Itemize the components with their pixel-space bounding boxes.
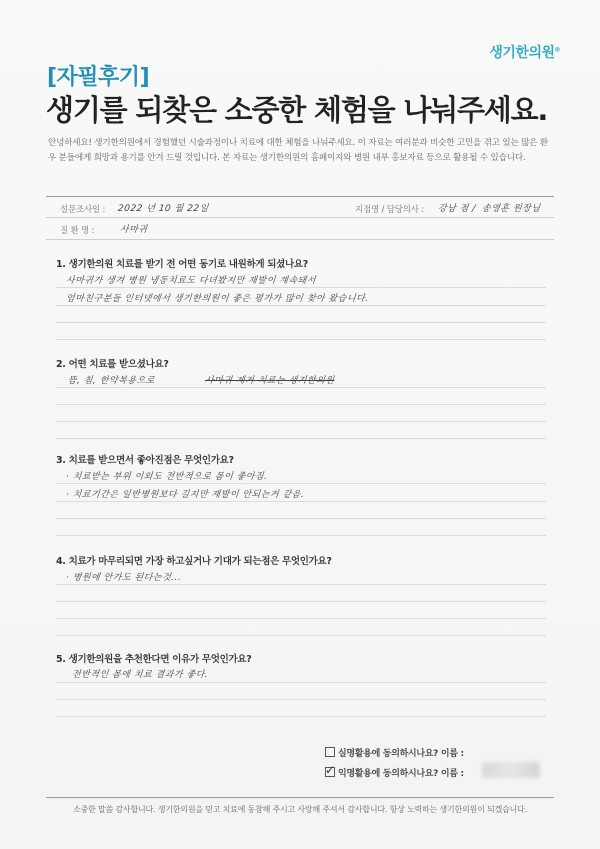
answer-line <box>56 699 546 700</box>
answer-line <box>56 421 546 422</box>
question-1: 1. 생기한의원 치료를 받기 전 어떤 동기로 내원하게 되셨나요? <box>56 259 308 270</box>
answer-line <box>56 404 546 405</box>
real-name-consent <box>325 746 464 759</box>
branch-value: 강남 점 / <box>437 204 477 214</box>
date-label: 설문조사일 : <box>60 205 106 215</box>
answer-line <box>56 438 546 439</box>
answer-3-line-1: · 치료받는 부위 이외도 전반적으로 몸이 좋아짐. <box>65 472 268 482</box>
answer-2-line-1: 뜸, 침, 한약복용으로 <box>67 376 156 386</box>
answer-line <box>56 305 546 306</box>
answer-line <box>56 387 546 388</box>
answer-line <box>56 584 546 585</box>
disease-value: 사마귀 <box>119 225 148 235</box>
footer-text: 소중한 말씀 감사합니다. 생기한의원을 믿고 치료에 동참해 주시고 사랑해 주셔서 감사합니다. 항상 노력하는 생기한의원이 되겠습니다. <box>73 805 527 814</box>
answer-1-line-2: 엄마친구분들 인터넷에서 생기한의원이 좋은 평가가 많이 찾아 왔습니다. <box>65 294 370 304</box>
answer-line <box>56 716 546 717</box>
branch-label: 지점명 / 담당의사 : <box>355 205 424 215</box>
disease-label: 질 환 명 : <box>60 226 95 236</box>
real-name-consent-label: 실명활용에 동의하시나요? 이름 : <box>338 749 464 759</box>
divider <box>46 797 554 798</box>
page-title: 생기를 되찾은 소중한 체험을 나눠주세요. <box>46 93 548 127</box>
answer-line <box>56 682 546 683</box>
answer-2-struck-text: 사마귀 제거 치료는 생기한의원 <box>204 376 335 386</box>
question-2: 2. 어떤 치료를 받으셨나요? <box>56 359 169 370</box>
answer-line <box>56 601 546 602</box>
question-4: 4. 치료가 마무리되면 가장 하고싶거나 기대가 되는점은 무엇인가요? <box>56 556 332 567</box>
answer-line <box>56 501 546 502</box>
divider <box>46 217 554 218</box>
answer-line <box>56 339 546 340</box>
answer-line <box>56 518 546 519</box>
answer-4-line-1: · 병원에 안가도 된다는것... <box>65 573 182 583</box>
doctor-value: 송영훈 원장님 <box>481 204 541 214</box>
answer-1-line-1: 사마귀가 생겨 병원 냉동치료도 다녀봤지만 재발이 계속돼서 <box>65 276 317 286</box>
answer-line <box>56 483 546 484</box>
question-5: 5. 생기한의원을 추천한다면 이유가 무엇인가요? <box>56 654 252 665</box>
anon-name-consent-label: 익명활용에 동의하시나요? 이름 : <box>338 769 464 779</box>
answer-line <box>56 635 546 636</box>
anon-name-consent <box>325 763 464 779</box>
divider <box>46 239 554 240</box>
handwritten-review-tag: [자필후기] <box>47 65 150 90</box>
clinic-logo: 생기한의원® <box>489 45 560 61</box>
date-value: 2022 년 10 월 22일 <box>117 204 210 214</box>
answer-line <box>56 618 546 619</box>
answer-5-line-1: 전반적인 몸에 치료 결과가 좋다. <box>71 670 209 680</box>
answer-line <box>56 287 546 288</box>
answer-3-line-2: · 치료기간은 일반병원보다 길지만 재발이 안되는거 같음. <box>65 490 305 500</box>
blurred-name <box>482 762 540 778</box>
intro-text: 안녕하세요! 생기한의원에서 경험했던 시술과정이나 치료에 대한 체험을 나눠주세요. 이 자료는 여러분과 비슷한 고민을 겪고 있는 많은 환우 분들에게 희망과 용기를 안겨 드릴 것입니다. 본 자료는 생기한의원의 홈페이지와 병원 내부 홍보자료 등으로 활용될 수 있습니다. <box>48 138 548 163</box>
real-name-checkbox[interactable] <box>325 747 335 757</box>
divider <box>46 196 554 197</box>
answer-line <box>56 322 546 323</box>
question-3: 3. 치료를 받으면서 좋아진점은 무엇인가요? <box>56 455 234 466</box>
answer-line <box>56 535 546 536</box>
anon-name-checkbox[interactable] <box>325 763 335 777</box>
check-mark-icon: ✓ <box>325 763 335 777</box>
